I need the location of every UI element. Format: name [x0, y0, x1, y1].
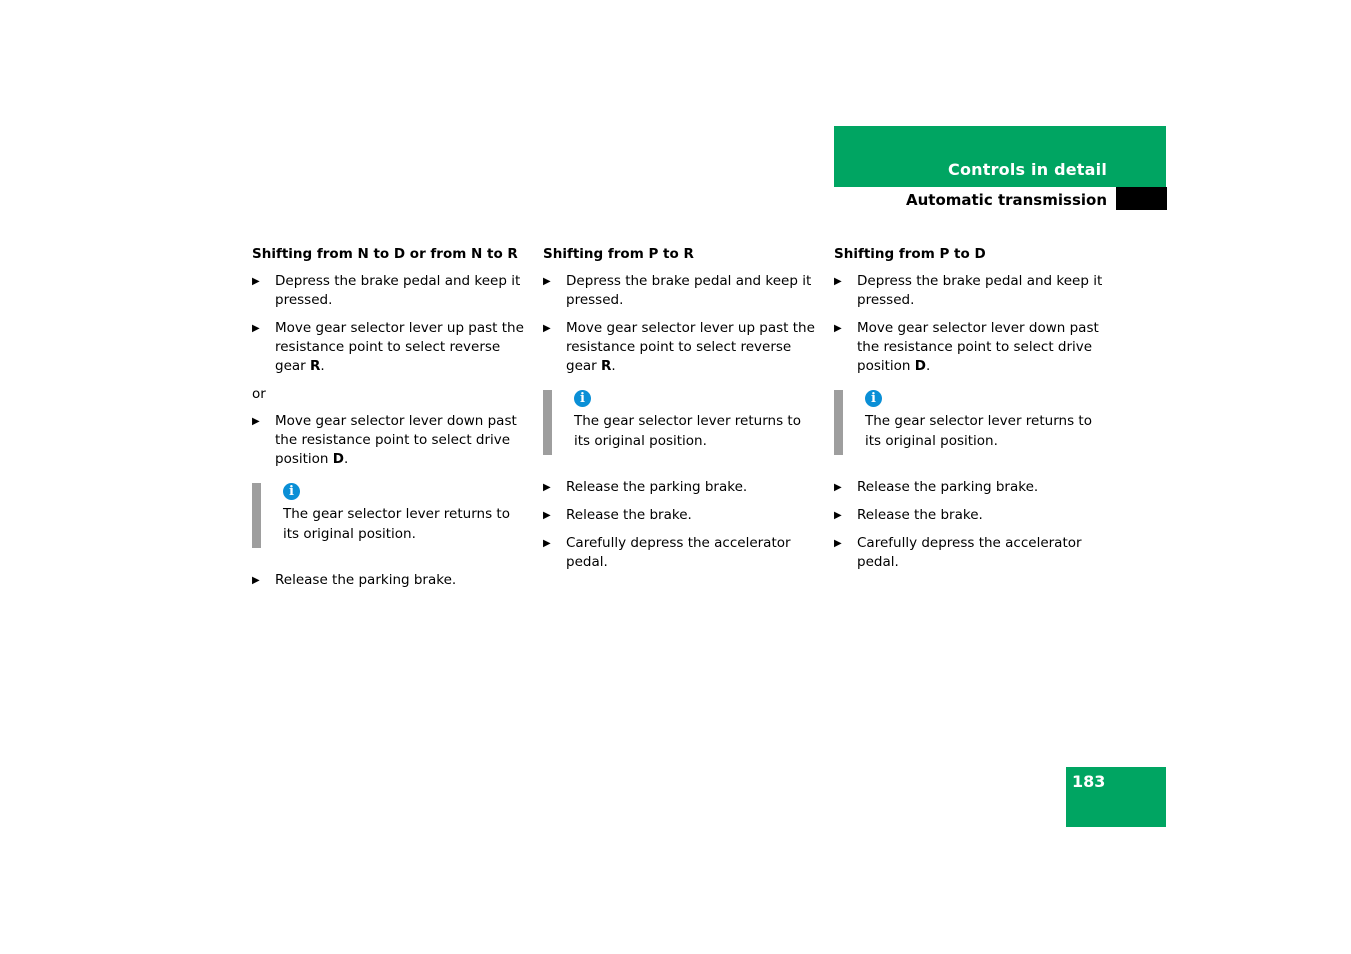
bullet-arrow-icon: ▶ [252, 323, 260, 334]
info-note [252, 483, 527, 548]
step-text: Move gear selector lever down past the resistance point to select drive position [275, 413, 517, 467]
info-icon: i [283, 483, 300, 500]
bullet-arrow-icon: ▶ [834, 276, 842, 287]
section-title: Automatic transmission [906, 191, 1107, 209]
step-text: Release the brake. [566, 507, 692, 523]
step-item: ▶ Move gear selector lever down past the resistance point to select drive position D. [834, 320, 1099, 374]
step-text: Release the parking brake. [857, 479, 1039, 495]
step-item [834, 272, 1109, 310]
info-text: The gear selector lever returns to its original position. [865, 413, 1092, 449]
step-text: Release the brake. [857, 507, 983, 523]
column-heading: Shifting from N to D or from N to R [252, 246, 518, 262]
bullet-arrow-icon: ▶ [834, 323, 842, 334]
bullet-arrow-icon: ▶ [252, 276, 260, 287]
step-item [252, 272, 527, 310]
bullet-arrow-icon: ▶ [543, 538, 551, 549]
step-item [543, 506, 818, 525]
step-text: Carefully depress the accelerator pedal. [857, 535, 1082, 570]
step-text: Release the parking brake. [566, 479, 748, 495]
step-text: Release the parking brake. [275, 572, 457, 588]
info-text: The gear selector lever returns to its original position. [283, 506, 510, 542]
bullet-arrow-icon: ▶ [834, 510, 842, 521]
step-item [543, 534, 818, 572]
column-n-to-d-or-r [252, 245, 527, 599]
bullet-arrow-icon: ▶ [543, 323, 551, 334]
bullet-arrow-icon: ▶ [543, 510, 551, 521]
step-text: Move gear selector lever up past the resistance point to select reverse gear [566, 320, 815, 374]
info-note [834, 390, 1109, 455]
info-note [543, 390, 818, 455]
step-item [543, 478, 818, 497]
gear-letter: D [914, 358, 926, 374]
step-item [834, 534, 1109, 572]
step-text: Move gear selector lever down past the resistance point to select drive position [857, 320, 1099, 374]
page-number: 183 [1072, 772, 1106, 791]
or-separator: or [252, 386, 266, 402]
bullet-arrow-icon: ▶ [834, 538, 842, 549]
step-text: Depress the brake pedal and keep it pressed. [566, 273, 812, 308]
step-item [543, 272, 818, 310]
bullet-arrow-icon: ▶ [543, 276, 551, 287]
step-item [834, 506, 1109, 525]
step-text: Move gear selector lever up past the resistance point to select reverse gear [275, 320, 524, 374]
info-text: The gear selector lever returns to its original position. [574, 413, 801, 449]
step-text: Depress the brake pedal and keep it pressed. [275, 273, 521, 308]
bullet-arrow-icon: ▶ [252, 416, 260, 427]
gear-letter: R [601, 358, 612, 374]
chapter-title: Controls in detail [948, 160, 1107, 179]
column-p-to-d [834, 245, 1109, 581]
column-heading: Shifting from P to D [834, 246, 986, 262]
info-icon: i [574, 390, 591, 407]
step-text: Carefully depress the accelerator pedal. [566, 535, 791, 570]
step-text: Depress the brake pedal and keep it pressed. [857, 273, 1103, 308]
bullet-arrow-icon: ▶ [834, 482, 842, 493]
section-marker [1116, 187, 1167, 210]
column-heading: Shifting from P to R [543, 246, 694, 262]
step-item: ▶ Move gear selector lever down past the resistance point to select drive position D. [252, 413, 517, 467]
bullet-arrow-icon: ▶ [252, 575, 260, 586]
step-item [252, 571, 527, 590]
step-item: ▶ Move gear selector lever up past the resistance point to select reverse gear R. [543, 320, 815, 374]
step-item [834, 478, 1109, 497]
info-icon: i [865, 390, 882, 407]
step-item: ▶ Move gear selector lever up past the resistance point to select reverse gear R. [252, 320, 524, 374]
bullet-arrow-icon: ▶ [543, 482, 551, 493]
column-p-to-r [543, 245, 818, 581]
gear-letter: R [310, 358, 321, 374]
gear-letter: D [332, 451, 344, 467]
